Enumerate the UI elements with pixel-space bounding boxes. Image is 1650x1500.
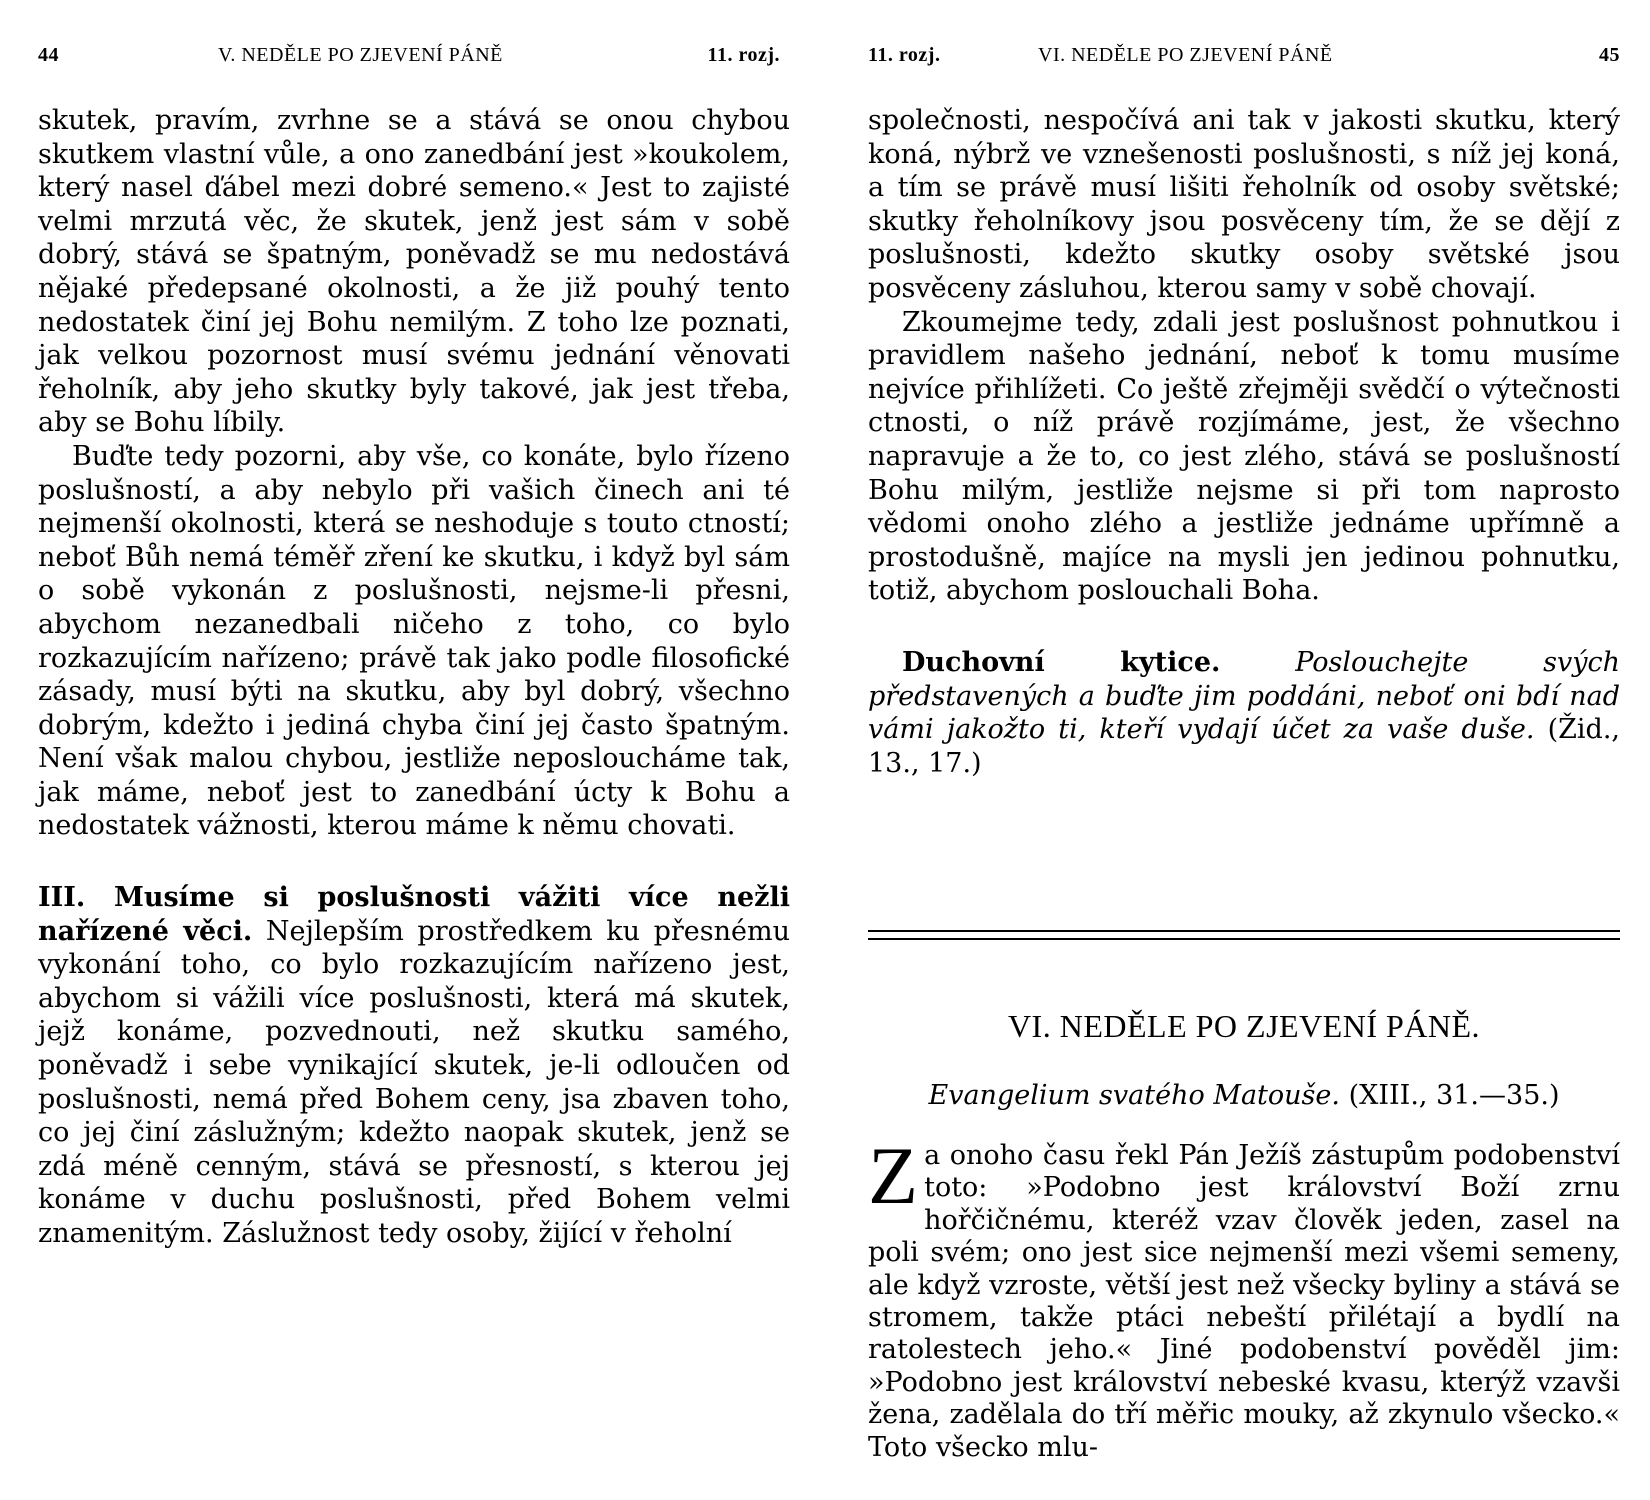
right-running-title: VI. NEDĚLE PO ZJEVENÍ PÁNĚ: [1038, 44, 1333, 66]
gospel-subtitle: [868, 1080, 1620, 1111]
left-running-head: [38, 44, 790, 68]
spiritual-bouquet-text: Poslouchejte svých představených a buďte jim poddáni, neboť oni bdí nad vámi jakožto ti, kteří vydají účet za vaše duše.: [868, 646, 1620, 746]
left-running-title: V. NEDĚLE PO ZJEVENÍ PÁNĚ: [218, 44, 503, 66]
section-three-text: Nejlepším prostředkem ku přesnému vykonání toho, co bylo rozkazujícím nařízeno jest, abychom si vážili více poslušnosti, která má skutek, jejž konáme, pozvednouti, než skutku samého, poněvadž i sebe vynikající skutek, je-li odloučen od poslušnosti, nemá před Bohem ceny, jsa zbaven toho, co jej činí záslužným; kdežto naopak skutek, jenž se zdá méně cenným, stává se přesností, s kterou jej konáme v duchu poslušnosti, před Bohem velmi znamenitým. Záslužnost tedy osoby, žijící v řeholní: [38, 915, 790, 1249]
double-rule-divider: [868, 930, 1620, 944]
right-section-label: 11. rozj.: [868, 44, 941, 66]
gospel-subtitle-reference: (XIII., 31.—35.): [1348, 1080, 1560, 1111]
left-page-number: 44: [38, 44, 59, 66]
spiritual-bouquet: [868, 646, 1620, 780]
left-section-label: 11. rozj.: [707, 44, 780, 66]
spiritual-bouquet-label: Duchovní kytice.: [902, 646, 1221, 678]
right-page: [860, 0, 1620, 1500]
right-running-head: [868, 44, 1620, 68]
section-three-heading: III. Musíme si poslušnosti vážiti více nežli nařízené věci.: [38, 882, 790, 947]
gospel-text: a onoho času řekl Pán Ježíš zástupům podobenství toto: »Podobno jest království Boží zrnu hořčičnému, kteréž vzav člověk jeden, zasel na poli svém; ono jest sice nejmenší mezi všemi semeny, ale když vzroste, větší jest než všecky byliny a stává se stromem, takže ptáci nebeští přilétají a bydlí na ratolestech jeho.« Jiné podobenství pověděl jim: »Podobno jest království nebeské kvasu, kterýž vzavši žena, zadělala do tří měřic mouky, až zkynulo všecko.« Toto všecko mlu-: [868, 1140, 1620, 1463]
right-paragraph-2: Zkoumejme tedy, zdali jest poslušnost pohnutkou i pravidlem našeho jednání, neboť k tomu musíme nejvíce přihlížeti. Co ještě zřejměji svědčí o výtečnosti ctnosti, o níž právě rozjímáme, jest, že všechno napravuje a že to, co jest zlého, stává se poslušností Bohu milým, jestliže nejsme si při tom naprosto vědomi onoho zlého a jestliže jednáme upřímně a prostodušně, majíce na mysli jen jedinou pohnutku, totiž, abychom poslouchali Boha.: [868, 306, 1620, 607]
drop-cap-letter: Z: [868, 1130, 919, 1221]
section-three: [38, 881, 790, 1251]
new-section-title: VI. NEDĚLE PO ZJEVENÍ PÁNĚ.: [1007, 1008, 1481, 1044]
right-paragraph-1: společnosti, nespočívá ani tak v jakosti skutku, který koná, nýbrž ve vznešenosti poslušnosti, s níž jej koná, a tím se právě musí lišiti řeholník od osoby světské; skutky řeholníkovy jsou posvěceny tím, že se dějí z poslušnosti, kdežto skutky osoby světské jsou posvěceny zásluhou, kterou samy v sobě chovají.: [868, 105, 1620, 304]
left-paragraph-1: skutek, pravím, zvrhne se a stává se onou chybou skutkem vlastní vůle, a ono zanedbání jest »koukolem, který nasel ďábel mezi dobré semeno.« Jest to zajisté velmi mrzutá věc, že skutek, jenž jest sám v sobě dobrý, stává se špatným, poněvadž se mu nedostává nějaké předepsané okolnosti, a že již pouhý tento nedostatek činí jej Bohu nemilým. Z toho lze poznati, jak velkou pozornost musí svému jednání věnovati řeholník, aby jeho skutky byly takové, jak jest třeba, aby se Bohu líbily.: [38, 105, 790, 439]
right-body-text: [868, 104, 1620, 780]
gospel-subtitle-name: Evangelium svatého Matouše.: [928, 1080, 1340, 1111]
left-paragraph-2: Buďte tedy pozorni, aby vše, co konáte, bylo řízeno poslušností, a aby nebylo při vašich činech ani té nejmenší okolnosti, která se neshoduje s touto ctností; neboť Bůh nemá téměř zření ke skutku, i když byl sám o sobě vykonán z poslušnosti, nejsme-li přesni, abychom nezanedbali ničeho z toho, co bylo rozkazujícím nařízeno; právě tak jako podle filosofické zásady, musí býti na skutku, aby byl dobrý, všechno dobrým, kdežto i jediná chyba činí jej často špatným. Není však malou chybou, jestliže neposloucháme tak, jak máme, neboť jest to zanedbání úcty k Bohu a nedostatek vážnosti, kterou máme k němu chovati.: [38, 440, 790, 842]
left-body-text: [38, 104, 790, 1251]
right-page-number: 45: [1599, 44, 1620, 66]
gospel-text-block: [868, 1130, 1620, 1464]
spiritual-bouquet-reference: (Žid., 13., 17.): [868, 714, 1620, 779]
left-page: [30, 0, 790, 1500]
